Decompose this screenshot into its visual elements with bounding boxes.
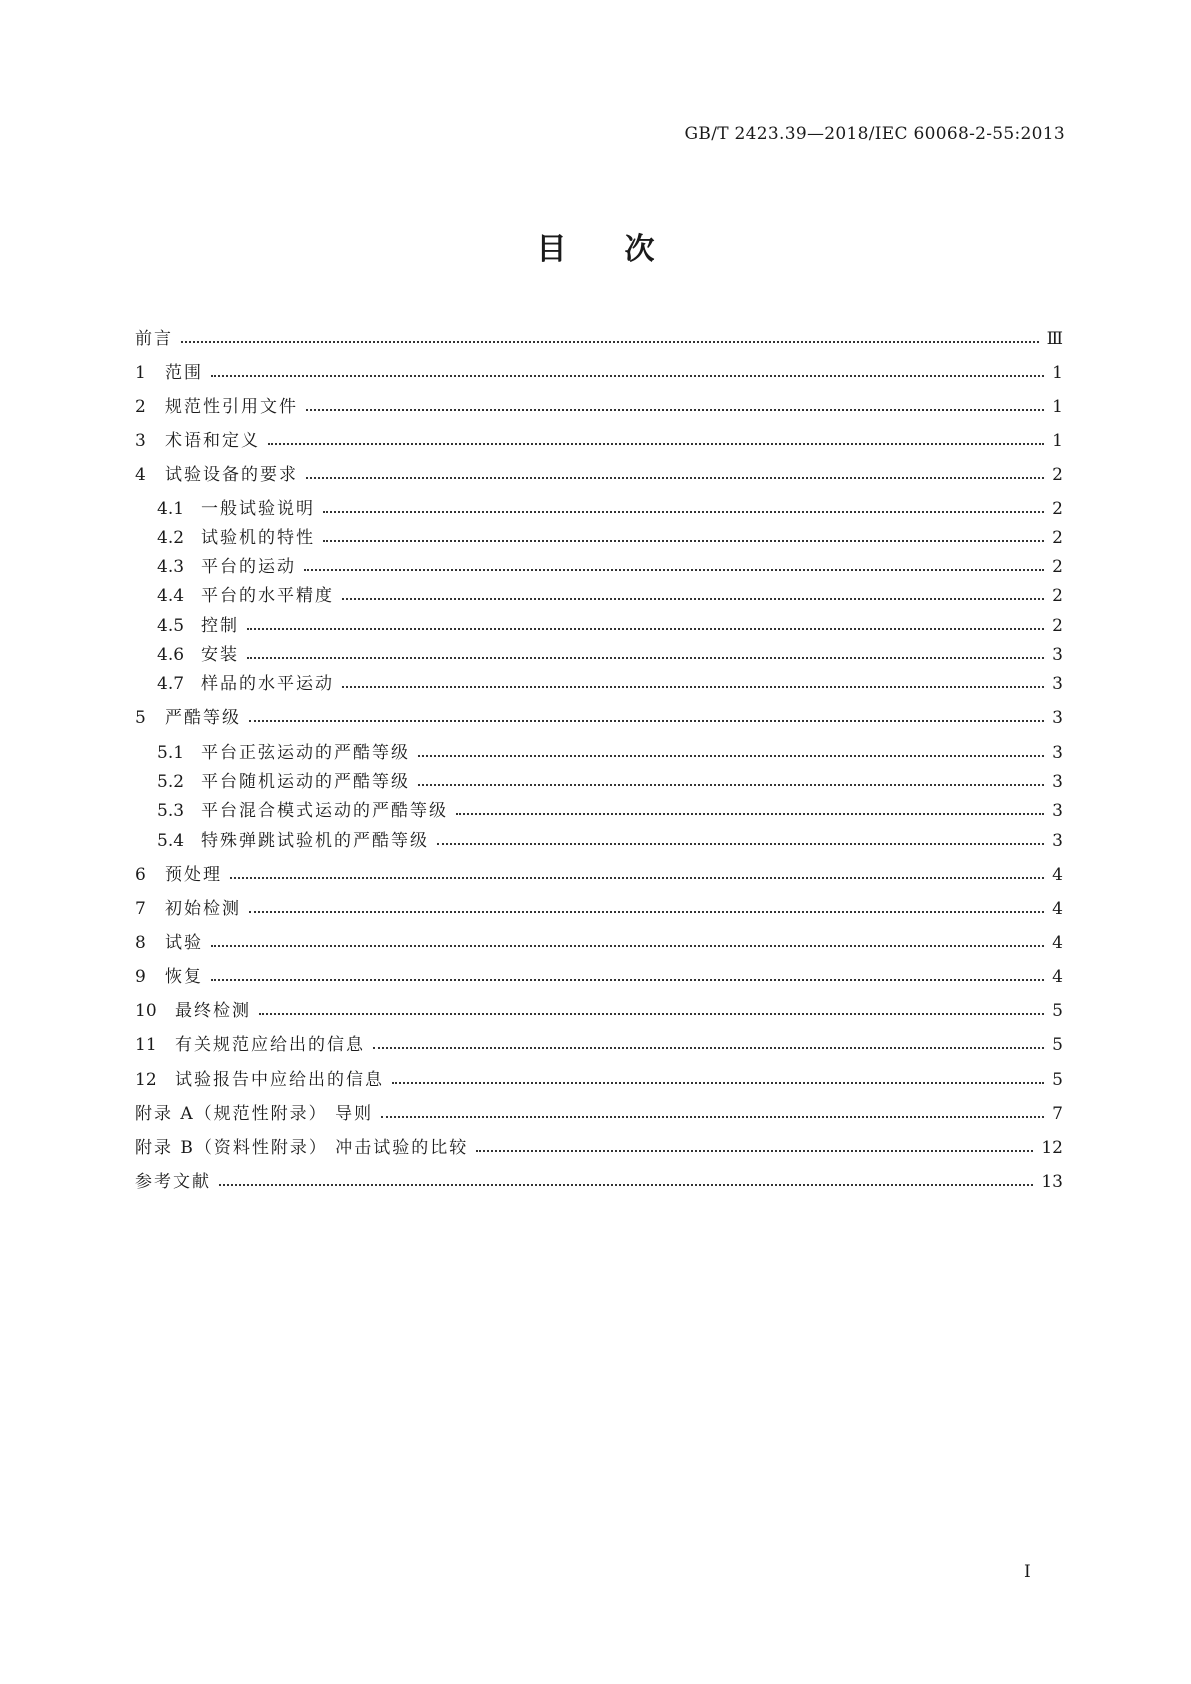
toc-entry-label: 附录 A（规范性附录） 导则 <box>135 1104 374 1124</box>
toc-entry-number: 4 <box>135 465 146 485</box>
toc-entry-page: 2 <box>1052 616 1063 636</box>
toc-entry[interactable] <box>135 863 1063 887</box>
toc-entry-label: 平台的运动 <box>201 557 296 577</box>
toc-entry-label: 严酷等级 <box>165 708 241 728</box>
toc-entry-page: 3 <box>1052 831 1063 851</box>
toc-entry-label: 前言 <box>135 329 173 349</box>
toc-leader-dots <box>211 978 1044 981</box>
toc-entry[interactable] <box>157 741 1063 765</box>
toc-entry[interactable] <box>157 829 1063 853</box>
toc-entry[interactable] <box>135 395 1063 419</box>
toc-entry-number: 5.3 <box>157 801 185 821</box>
toc-entry[interactable] <box>135 361 1063 385</box>
toc-entry-number: 10 <box>135 1001 157 1021</box>
title-char-2: 次 <box>624 232 655 267</box>
toc-entry-number: 8 <box>135 933 146 953</box>
toc-entry-page: 7 <box>1052 1104 1063 1124</box>
toc-entry-label: 试验设备的要求 <box>165 465 298 485</box>
toc-leader-dots <box>268 442 1044 445</box>
toc-entry-label: 特殊弹跳试验机的严酷等级 <box>201 831 429 851</box>
toc-entry-page: 4 <box>1052 865 1063 885</box>
toc-leader-dots <box>249 910 1044 913</box>
toc-entry-page: 3 <box>1052 674 1063 694</box>
toc-entry-number: 4.4 <box>157 586 185 606</box>
toc-entry-label: 最终检测 <box>175 1001 251 1021</box>
toc-entry-number: 1 <box>135 363 146 383</box>
toc-entry[interactable] <box>157 584 1063 608</box>
toc-entry-label: 规范性引用文件 <box>165 397 298 417</box>
toc-entry-page: 2 <box>1052 465 1063 485</box>
toc-entry-label: 控制 <box>201 616 239 636</box>
toc-entry-page: 2 <box>1052 557 1063 577</box>
toc-entry-page: 2 <box>1052 528 1063 548</box>
toc-entry-label: 预处理 <box>165 865 222 885</box>
toc-leader-dots <box>456 812 1044 815</box>
toc-entry-label: 平台的水平精度 <box>201 586 334 606</box>
toc-entry-number: 4.1 <box>157 499 185 519</box>
toc-leader-dots <box>259 1012 1044 1015</box>
toc-leader-dots <box>181 340 1039 343</box>
toc-leader-dots <box>211 944 1044 947</box>
toc-leader-dots <box>323 539 1044 542</box>
toc-entry[interactable] <box>157 672 1063 696</box>
toc-entry[interactable] <box>157 643 1063 667</box>
toc-entry[interactable] <box>135 1068 1063 1092</box>
toc-entry-number: 4.2 <box>157 528 185 548</box>
toc-entry-label: 一般试验说明 <box>201 499 315 519</box>
toc-entry[interactable] <box>157 526 1063 550</box>
toc-entry[interactable] <box>135 1136 1063 1160</box>
toc-entry-page: 3 <box>1052 772 1063 792</box>
toc-entry-label: 参考文献 <box>135 1172 211 1192</box>
toc-leader-dots <box>219 1183 1033 1186</box>
toc-leader-dots <box>381 1115 1044 1118</box>
toc-entry[interactable] <box>135 429 1063 453</box>
toc-leader-dots <box>230 876 1044 879</box>
toc-entry-label: 样品的水平运动 <box>201 674 334 694</box>
toc-entry-page: 1 <box>1052 431 1063 451</box>
toc-entry-page: 5 <box>1052 1001 1063 1021</box>
toc-entry-page: 4 <box>1052 899 1063 919</box>
toc-entry-number: 9 <box>135 967 146 987</box>
toc-entry-page: 2 <box>1052 586 1063 606</box>
toc-entry-number: 5.2 <box>157 772 185 792</box>
toc-entry-number: 4.6 <box>157 645 185 665</box>
toc-entry-page: 3 <box>1052 645 1063 665</box>
toc-leader-dots <box>304 568 1044 571</box>
toc-leader-dots <box>437 842 1044 845</box>
toc-leader-dots <box>373 1046 1044 1049</box>
toc-entry-page: 3 <box>1052 708 1063 728</box>
toc-entry-number: 4.7 <box>157 674 185 694</box>
standard-number: GB/T 2423.39—2018/IEC 60068-2-55:2013 <box>684 124 1065 144</box>
toc-leader-dots <box>247 627 1044 630</box>
toc-entry-label: 平台混合模式运动的严酷等级 <box>201 801 448 821</box>
toc-leader-dots <box>392 1081 1044 1084</box>
toc-leader-dots <box>418 783 1044 786</box>
toc-entry-number: 4.5 <box>157 616 185 636</box>
toc-entry-page: 1 <box>1052 363 1063 383</box>
toc-entry-label: 恢复 <box>165 967 203 987</box>
toc-entry[interactable] <box>135 1102 1063 1126</box>
toc-entry-number: 2 <box>135 397 146 417</box>
toc-entry-number: 5 <box>135 708 146 728</box>
toc-leader-dots <box>211 374 1044 377</box>
page-number: I <box>1024 1562 1031 1582</box>
toc-entry-number: 12 <box>135 1070 157 1090</box>
toc-entry[interactable] <box>135 1170 1063 1194</box>
toc-entry-page: Ⅲ <box>1046 329 1063 349</box>
toc-entry[interactable] <box>157 555 1063 579</box>
toc-entry[interactable] <box>157 799 1063 823</box>
toc-leader-dots <box>418 754 1044 757</box>
toc-entry-label: 平台正弦运动的严酷等级 <box>201 743 410 763</box>
toc-entry-label: 范围 <box>165 363 203 383</box>
toc-entry[interactable] <box>135 931 1063 955</box>
toc-entry-number: 11 <box>135 1035 157 1055</box>
toc-entry[interactable] <box>135 327 1063 351</box>
toc-entry-page: 3 <box>1052 743 1063 763</box>
toc-entry-number: 5.1 <box>157 743 185 763</box>
toc-entry[interactable] <box>157 497 1063 521</box>
toc-entry-page: 4 <box>1052 933 1063 953</box>
toc-entry-label: 初始检测 <box>165 899 241 919</box>
toc-entry-number: 7 <box>135 899 146 919</box>
toc-leader-dots <box>323 510 1044 513</box>
toc-entry-label: 试验 <box>165 933 203 953</box>
toc-entry-label: 试验报告中应给出的信息 <box>175 1070 384 1090</box>
toc-leader-dots <box>306 476 1044 479</box>
toc-entry[interactable] <box>135 999 1063 1023</box>
toc-leader-dots <box>476 1149 1033 1152</box>
toc-entry-page: 12 <box>1041 1138 1063 1158</box>
toc-entry-label: 试验机的特性 <box>201 528 315 548</box>
toc-entry[interactable] <box>135 463 1063 487</box>
toc-entry-number: 3 <box>135 431 146 451</box>
toc-leader-dots <box>306 408 1044 411</box>
toc-entry[interactable] <box>135 706 1063 730</box>
page-title <box>0 224 1191 268</box>
toc-entry-label: 安装 <box>201 645 239 665</box>
toc-entry[interactable] <box>135 1033 1063 1057</box>
toc-entry-label: 附录 B（资料性附录） 冲击试验的比较 <box>135 1138 469 1158</box>
toc-entry-number: 4.3 <box>157 557 185 577</box>
toc-entry-label: 平台随机运动的严酷等级 <box>201 772 410 792</box>
title-char-1: 目 <box>536 232 567 267</box>
toc-entry-page: 5 <box>1052 1035 1063 1055</box>
toc-entry[interactable] <box>157 614 1063 638</box>
toc-entry-page: 1 <box>1052 397 1063 417</box>
toc-entry-number: 5.4 <box>157 831 185 851</box>
toc-entry-page: 4 <box>1052 967 1063 987</box>
toc-entry[interactable] <box>135 897 1063 921</box>
toc-entry[interactable] <box>157 770 1063 794</box>
toc-entry-page: 13 <box>1041 1172 1063 1192</box>
toc-entry-number: 6 <box>135 865 146 885</box>
toc-leader-dots <box>342 597 1044 600</box>
toc-entry-page: 2 <box>1052 499 1063 519</box>
toc-entry-page: 5 <box>1052 1070 1063 1090</box>
toc-leader-dots <box>342 685 1044 688</box>
toc-entry[interactable] <box>135 965 1063 989</box>
toc-entry-label: 有关规范应给出的信息 <box>175 1035 365 1055</box>
toc-entry-page: 3 <box>1052 801 1063 821</box>
toc-entry-label: 术语和定义 <box>165 431 260 451</box>
toc-leader-dots <box>247 656 1044 659</box>
toc-leader-dots <box>249 719 1044 722</box>
